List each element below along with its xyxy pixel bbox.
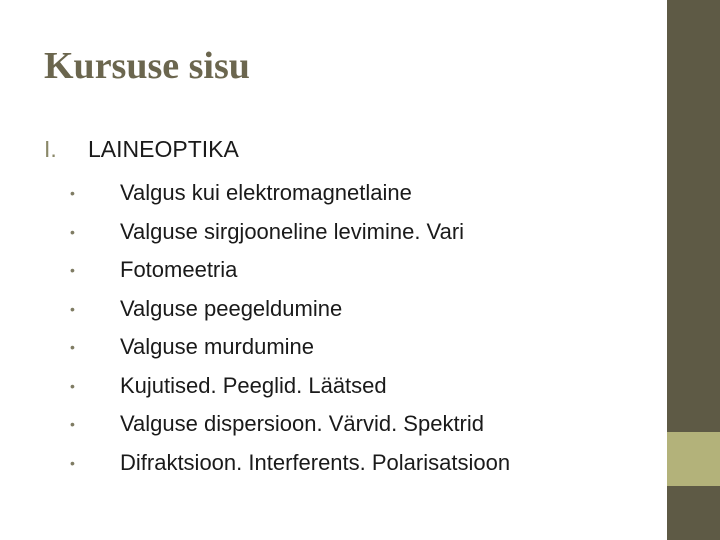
bullet-icon: • [70, 339, 75, 355]
bullet-icon: • [70, 262, 75, 278]
bullet-icon: • [70, 223, 75, 240]
list-item-text: Valgus kui elektromagnetlaine [120, 180, 412, 205]
bullet-icon: • [70, 377, 75, 394]
list-item-text: Difraktsioon. Interferents. Polarisatsioon [120, 449, 511, 475]
section-number: I. [44, 136, 57, 162]
band-accent-block [667, 432, 720, 486]
bullet-icon: • [70, 454, 75, 471]
decorative-side-band [665, 0, 720, 540]
list-item-text: Valguse murdumine [120, 334, 315, 359]
bullet-icon: • [70, 185, 75, 201]
list-item-text: Fotomeetria [120, 257, 238, 282]
bullet-icon: • [70, 300, 75, 317]
list-item-text: Kujutised. Peeglid. Läätsed [120, 372, 387, 398]
section-heading [44, 136, 239, 163]
list-item-text: Valguse peegeldumine [120, 295, 343, 321]
bullet-icon: • [70, 416, 75, 432]
section-title: LAINEOPTIKA [88, 136, 239, 162]
slide-title: Kursuse sisu [44, 45, 250, 87]
list-item-text: Valguse dispersioon. Värvid. Spektrid [120, 411, 485, 436]
list-item-text: Valguse sirgjooneline levimine. Vari [120, 218, 465, 244]
